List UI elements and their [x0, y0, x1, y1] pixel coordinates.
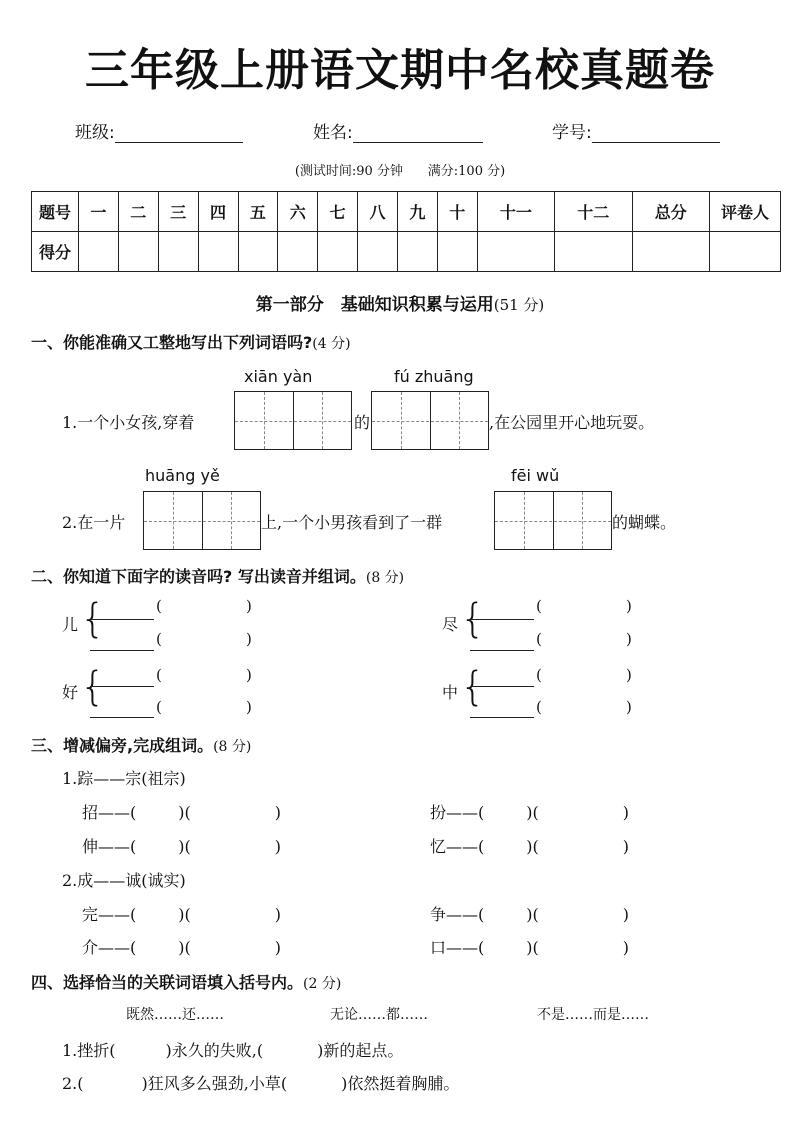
q2-paren-close: )	[626, 630, 632, 648]
score-cell[interactable]	[437, 232, 477, 272]
q3-row: 介——( )( )	[82, 938, 281, 957]
q2-blank[interactable]	[470, 650, 534, 651]
q2-paren-open: (	[156, 597, 162, 615]
score-cell[interactable]	[158, 232, 198, 272]
q2-paren-open: (	[156, 698, 162, 716]
header-cell: 十一	[477, 192, 554, 232]
q1-box-2[interactable]	[371, 391, 489, 450]
header-cell: 总分	[632, 192, 710, 232]
q3-row: 完——( )( )	[82, 905, 281, 924]
header-cell: 四	[198, 192, 238, 232]
q3-example-2: 2.成——诚(诚实)	[62, 871, 186, 890]
q2-blank[interactable]	[90, 686, 154, 687]
id-label: 学号:	[552, 123, 592, 143]
q4-option: 既然……还……	[126, 1007, 224, 1023]
score-cell[interactable]	[358, 232, 398, 272]
q1-item2-after: 的蝴蝶。	[612, 513, 677, 532]
header-cell: 评卷人	[710, 192, 781, 232]
q1-pinyin-1: xiān yàn	[244, 367, 313, 386]
q1-box-3[interactable]	[143, 491, 261, 550]
class-blank[interactable]	[115, 124, 243, 143]
page-title: 三年级上册语文期中名校真题卷	[85, 45, 715, 96]
q4-sentence-1: 1.挫折( )永久的失败,( )新的起点。	[62, 1041, 404, 1060]
id-field[interactable]	[552, 118, 720, 143]
q2-blank[interactable]	[90, 717, 154, 718]
q2-title: 二、你知道下面字的读音吗? 写出读音并组词。	[31, 567, 366, 586]
score-cell[interactable]	[632, 232, 710, 272]
exam-note	[0, 160, 800, 179]
q1-item2-mid: 上,一个小男孩看到了一群	[261, 513, 443, 532]
q3-points: (8 分)	[213, 739, 252, 755]
score-cell[interactable]	[398, 232, 438, 272]
q3-title: 三、增减偏旁,完成组词。	[31, 736, 214, 755]
q4-option: 不是……而是……	[537, 1007, 649, 1023]
q3-row: 伸——( )( )	[82, 837, 281, 856]
q2-blank[interactable]	[470, 619, 534, 620]
q2-paren-open: (	[536, 698, 542, 716]
q3-row: 扮——( )( )	[430, 803, 629, 822]
score-cell[interactable]	[79, 232, 119, 272]
q2-paren-close: )	[246, 698, 252, 716]
score-cell[interactable]	[278, 232, 318, 272]
q3-row: 争——( )( )	[430, 905, 629, 924]
q2-paren-close: )	[626, 698, 632, 716]
header-cell: 六	[278, 192, 318, 232]
score-cell[interactable]	[118, 232, 158, 272]
q3-heading	[31, 733, 251, 756]
q2-char: 尽	[442, 615, 459, 634]
score-cell[interactable]	[198, 232, 238, 272]
q2-paren-open: (	[156, 630, 162, 648]
q2-paren-close: )	[246, 597, 252, 615]
q4-heading	[31, 970, 341, 993]
q4-points: (2 分)	[303, 976, 342, 992]
q3-row: 忆——( )( )	[430, 837, 629, 856]
score-row-label: 得分	[32, 232, 79, 272]
header-cell: 八	[358, 192, 398, 232]
score-table	[31, 191, 781, 272]
name-field[interactable]	[313, 118, 483, 143]
q2-paren-close: )	[246, 630, 252, 648]
header-cell: 十二	[555, 192, 632, 232]
q1-pinyin-3: huāng yě	[145, 466, 220, 485]
q1-points: (4 分)	[312, 336, 351, 352]
exam-time: (测试时间:90 分钟	[294, 164, 403, 179]
q4-option: 无论……都……	[330, 1007, 428, 1023]
q1-item1-before: 1.一个小女孩,穿着	[62, 413, 195, 432]
q2-char: 中	[442, 683, 459, 702]
exam-full-score: 满分:100 分)	[427, 164, 506, 179]
q2-heading	[31, 564, 404, 587]
q3-row: 口——( )( )	[430, 938, 629, 957]
brace-icon: {	[80, 596, 106, 642]
q3-row: 招——( )( )	[82, 803, 281, 822]
id-blank[interactable]	[592, 124, 720, 143]
part1-points: (51 分)	[493, 296, 545, 314]
header-cell: 二	[118, 192, 158, 232]
q2-paren-open: (	[536, 597, 542, 615]
score-cell[interactable]	[710, 232, 781, 272]
score-input-row	[32, 232, 781, 272]
header-cell: 一	[79, 192, 119, 232]
header-cell: 五	[238, 192, 278, 232]
header-cell: 九	[398, 192, 438, 232]
q1-pinyin-4: fēi wǔ	[511, 466, 560, 485]
q2-blank[interactable]	[470, 717, 534, 718]
part1-heading	[0, 290, 800, 315]
q4-title: 四、选择恰当的关联词语填入括号内。	[31, 973, 304, 992]
q1-item1-after: ,在公园里开心地玩耍。	[489, 413, 655, 432]
q1-pinyin-2: fú zhuāng	[394, 367, 474, 386]
header-cell: 七	[318, 192, 358, 232]
q1-heading	[31, 330, 351, 353]
q1-item2-before: 2.在一片	[62, 513, 126, 532]
brace-icon: {	[460, 664, 486, 710]
q2-paren-open: (	[156, 666, 162, 684]
score-cell[interactable]	[318, 232, 358, 272]
q1-box-1[interactable]	[234, 391, 352, 450]
q2-paren-close: )	[246, 666, 252, 684]
q2-char: 好	[62, 683, 79, 702]
q2-paren-close: )	[626, 597, 632, 615]
q2-blank[interactable]	[90, 619, 154, 620]
q1-box-4[interactable]	[494, 491, 612, 550]
q2-paren-close: )	[626, 666, 632, 684]
brace-icon: {	[460, 596, 486, 642]
q1-title: 一、你能准确又工整地写出下列词语吗?	[31, 333, 313, 352]
q2-blank[interactable]	[470, 686, 534, 687]
score-cell[interactable]	[555, 232, 632, 272]
class-label: 班级:	[75, 123, 115, 143]
header-cell: 题号	[32, 192, 79, 232]
score-header-row	[32, 192, 781, 232]
q1-item1-mid: 的	[354, 413, 371, 432]
name-blank[interactable]	[353, 124, 483, 143]
q2-char: 儿	[62, 615, 79, 634]
q2-points: (8 分)	[365, 570, 405, 586]
header-cell: 三	[158, 192, 198, 232]
q4-sentence-2: 2.( )狂风多么强劲,小草( )依然挺着胸脯。	[62, 1074, 460, 1093]
name-label: 姓名:	[313, 123, 353, 143]
q3-example-1: 1.踪——宗(祖宗)	[62, 769, 186, 788]
brace-icon: {	[80, 664, 106, 710]
score-cell[interactable]	[238, 232, 278, 272]
class-field[interactable]	[75, 118, 243, 143]
q2-blank[interactable]	[90, 650, 154, 651]
q2-paren-open: (	[536, 630, 542, 648]
header-cell: 十	[437, 192, 477, 232]
part1-title: 第一部分 基础知识积累与运用	[255, 295, 494, 315]
score-cell[interactable]	[477, 232, 554, 272]
q2-paren-open: (	[536, 666, 542, 684]
